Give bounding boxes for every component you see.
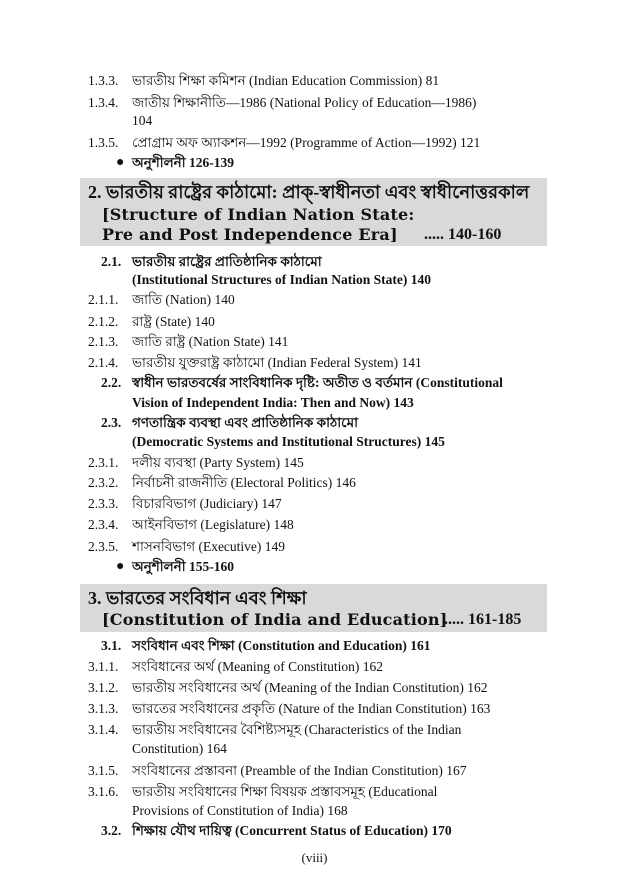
entry-number: 3.1.6.: [88, 784, 119, 799]
entry-text: ভারতীয় সংবিধানের বৈশিষ্ট্যসমূহ (Characteristics of the Indian: [132, 722, 462, 737]
entry-text: রাষ্ট্র (State) 140: [132, 314, 215, 329]
entry-text: শাসনবিভাগ (Executive) 149: [132, 539, 286, 554]
entry-text: জাতি রাষ্ট্র (Nation State) 141: [132, 334, 289, 349]
entry-number: 3.1.3.: [88, 701, 119, 716]
entry-text: ভারতীয় রাষ্ট্রের প্রাতিষ্ঠানিক কাঠামো: [132, 254, 322, 269]
chapter-pages: ..... 140-160: [424, 226, 502, 243]
entry-number: 2.3.4.: [88, 517, 119, 532]
entry-text: সংবিধান এবং শিক্ষা (Constitution and Education) 161: [132, 638, 431, 653]
entry-text: প্রোগ্রাম অফ অ্যাকশন—1992 (Programme of Action—1992) 121: [132, 135, 481, 150]
entry-text: জাতি (Nation) 140: [132, 292, 235, 307]
chapter-subtitle: Pre and Post Independence Era]: [102, 225, 398, 244]
entry-text: ভারতের সংবিধানের প্রকৃতি (Nature of the Indian Constitution) 163: [132, 701, 491, 716]
chapter-banner: [80, 178, 547, 246]
chapter-title: 3. ভারতের সংবিধান এবং শিক্ষা: [88, 588, 307, 608]
entry-text: জাতীয় শিক্ষানীতি—1986 (National Policy of Education—1986): [132, 95, 477, 110]
chapter-subtitle: [Constitution of India and Education]: [102, 610, 448, 629]
chapter-title: 2. ভারতীয় রাষ্ট্রের কাঠামো: প্রাক্-স্বাধীনতা এবং স্বাধীনোত্তরকাল: [88, 182, 530, 202]
entry-number: 2.3.3.: [88, 496, 119, 511]
entry-text: ভারতীয় সংবিধানের শিক্ষা বিষয়ক প্রস্তাবসমূহ (Educational: [132, 784, 438, 799]
entry-number: 2.1.3.: [88, 334, 119, 349]
entry-text: গণতান্ত্রিক ব্যবস্থা এবং প্রাতিষ্ঠানিক কাঠামো: [132, 415, 359, 430]
entry-text: ভারতীয় শিক্ষা কমিশন (Indian Education Commission) 81: [132, 73, 440, 88]
entry-number: 3.1.5.: [88, 763, 119, 778]
entry-text: শিক্ষায় যৌথ দায়িত্ব (Concurrent Status of Education) 170: [132, 823, 452, 838]
entry-text: Provisions of Constitution of India) 168: [132, 803, 348, 818]
entry-number: 2.1.: [101, 254, 122, 269]
entry-number: 2.1.4.: [88, 355, 119, 370]
entry-number: 1.3.5.: [88, 135, 119, 150]
entry-text: 104: [132, 113, 153, 128]
entry-text: আইনবিভাগ (Legislature) 148: [132, 517, 294, 532]
entry-text: Constitution) 164: [132, 741, 227, 756]
entry-number: 1.3.3.: [88, 73, 119, 88]
entry-number: 2.3.2.: [88, 475, 119, 490]
entry-text: ভারতীয় সংবিধানের অর্থ (Meaning of the Indian Constitution) 162: [132, 680, 488, 695]
chapter-pages: ..... 161-185: [444, 611, 522, 628]
entry-number: 2.3.: [101, 415, 122, 430]
entry-number: 3.1.2.: [88, 680, 119, 695]
bullet-icon: ●: [116, 559, 125, 574]
entry-text: বিচারবিভাগ (Judiciary) 147: [132, 496, 282, 511]
entry-text: নির্বাচনী রাজনীতি (Electoral Politics) 146: [132, 475, 356, 490]
entry-number: 2.1.2.: [88, 314, 119, 329]
entry-number: 2.2.: [101, 375, 122, 390]
entry-number: 3.2.: [101, 823, 122, 838]
entry-text: দলীয় ব্যবস্থা (Party System) 145: [132, 455, 304, 470]
entry-number: 3.1.4.: [88, 722, 119, 737]
page-number: (viii): [301, 850, 328, 865]
entry-text: স্বাধীন ভারতবর্ষের সাংবিধানিক দৃষ্টি: অতীত ও বর্তমান (Constitutional: [132, 375, 503, 390]
entry-text: সংবিধানের প্রস্তাবনা (Preamble of the Indian Constitution) 167: [132, 763, 467, 778]
chapter-subtitle: [Structure of Indian Nation State:: [102, 205, 415, 224]
entry-text: (Democratic Systems and Institutional Structures) 145: [132, 434, 445, 449]
entry-number: 1.3.4.: [88, 95, 119, 110]
entry-text: সংবিধানের অর্থ (Meaning of Constitution) 162: [132, 659, 384, 674]
entry-number: 2.3.1.: [88, 455, 119, 470]
chapter-banner: [80, 584, 547, 632]
entry-text: অনুশীলনী 155-160: [132, 559, 234, 574]
entry-number: 2.3.5.: [88, 539, 119, 554]
entry-text: (Institutional Structures of Indian Nation State) 140: [132, 272, 432, 287]
entry-text: অনুশীলনী 126-139: [132, 155, 234, 170]
entry-number: 3.1.: [101, 638, 122, 653]
bullet-icon: ●: [116, 155, 125, 170]
entry-text: Vision of Independent India: Then and Now) 143: [132, 395, 414, 410]
entry-text: ভারতীয় যুক্তরাষ্ট্র কাঠামো (Indian Federal System) 141: [132, 355, 422, 370]
entry-number: 3.1.1.: [88, 659, 119, 674]
entry-number: 2.1.1.: [88, 292, 119, 307]
